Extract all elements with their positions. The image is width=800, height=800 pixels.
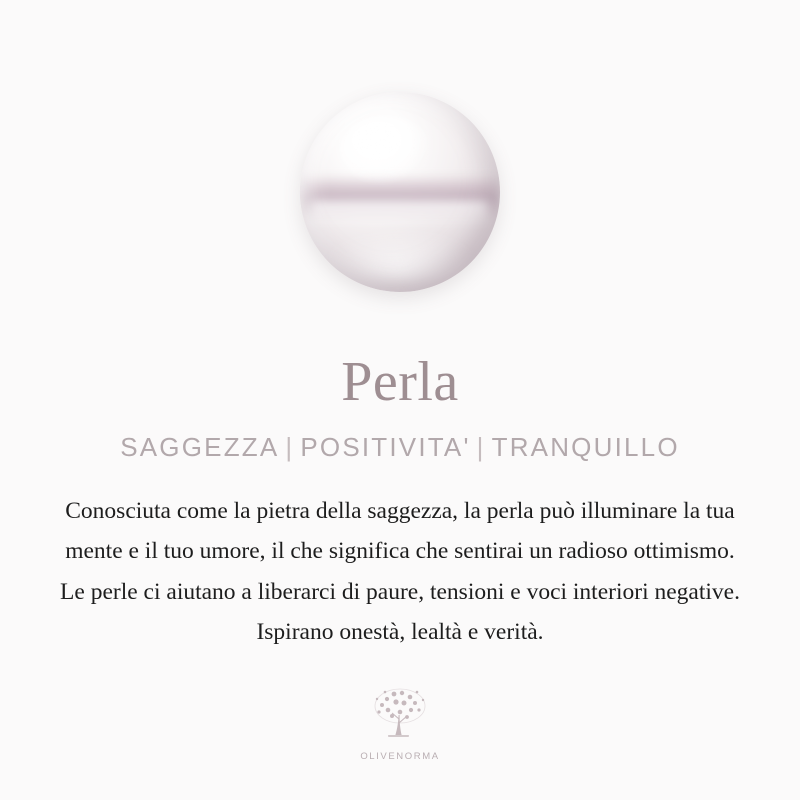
brand-name: OLIVENORMA xyxy=(360,751,440,762)
keyword-1: SAGGEZZA xyxy=(120,432,280,462)
pearl-illustration xyxy=(300,92,500,292)
pearl-edge-shading xyxy=(300,92,500,292)
keyword-2: POSITIVITA' xyxy=(300,432,471,462)
page-title: Perla xyxy=(341,351,459,413)
tree-icon xyxy=(357,683,443,747)
keyword-separator-2: | xyxy=(476,432,486,462)
brand-logo xyxy=(340,683,460,762)
keyword-3: TRANQUILLO xyxy=(491,432,680,462)
pearl-sphere xyxy=(300,92,500,292)
keyword-list xyxy=(120,432,680,463)
description-text: Conosciuta come la pietra della saggezza, la perla può illuminare la tua mente e il tuo umore, il che significa che sentirai un radioso ottimismo. Le perle ci aiutano a liberarci di paure, tensioni e voci interiori negative. Ispirano onestà, lealtà e verità. xyxy=(60,498,740,646)
keyword-separator-1: | xyxy=(285,432,295,462)
